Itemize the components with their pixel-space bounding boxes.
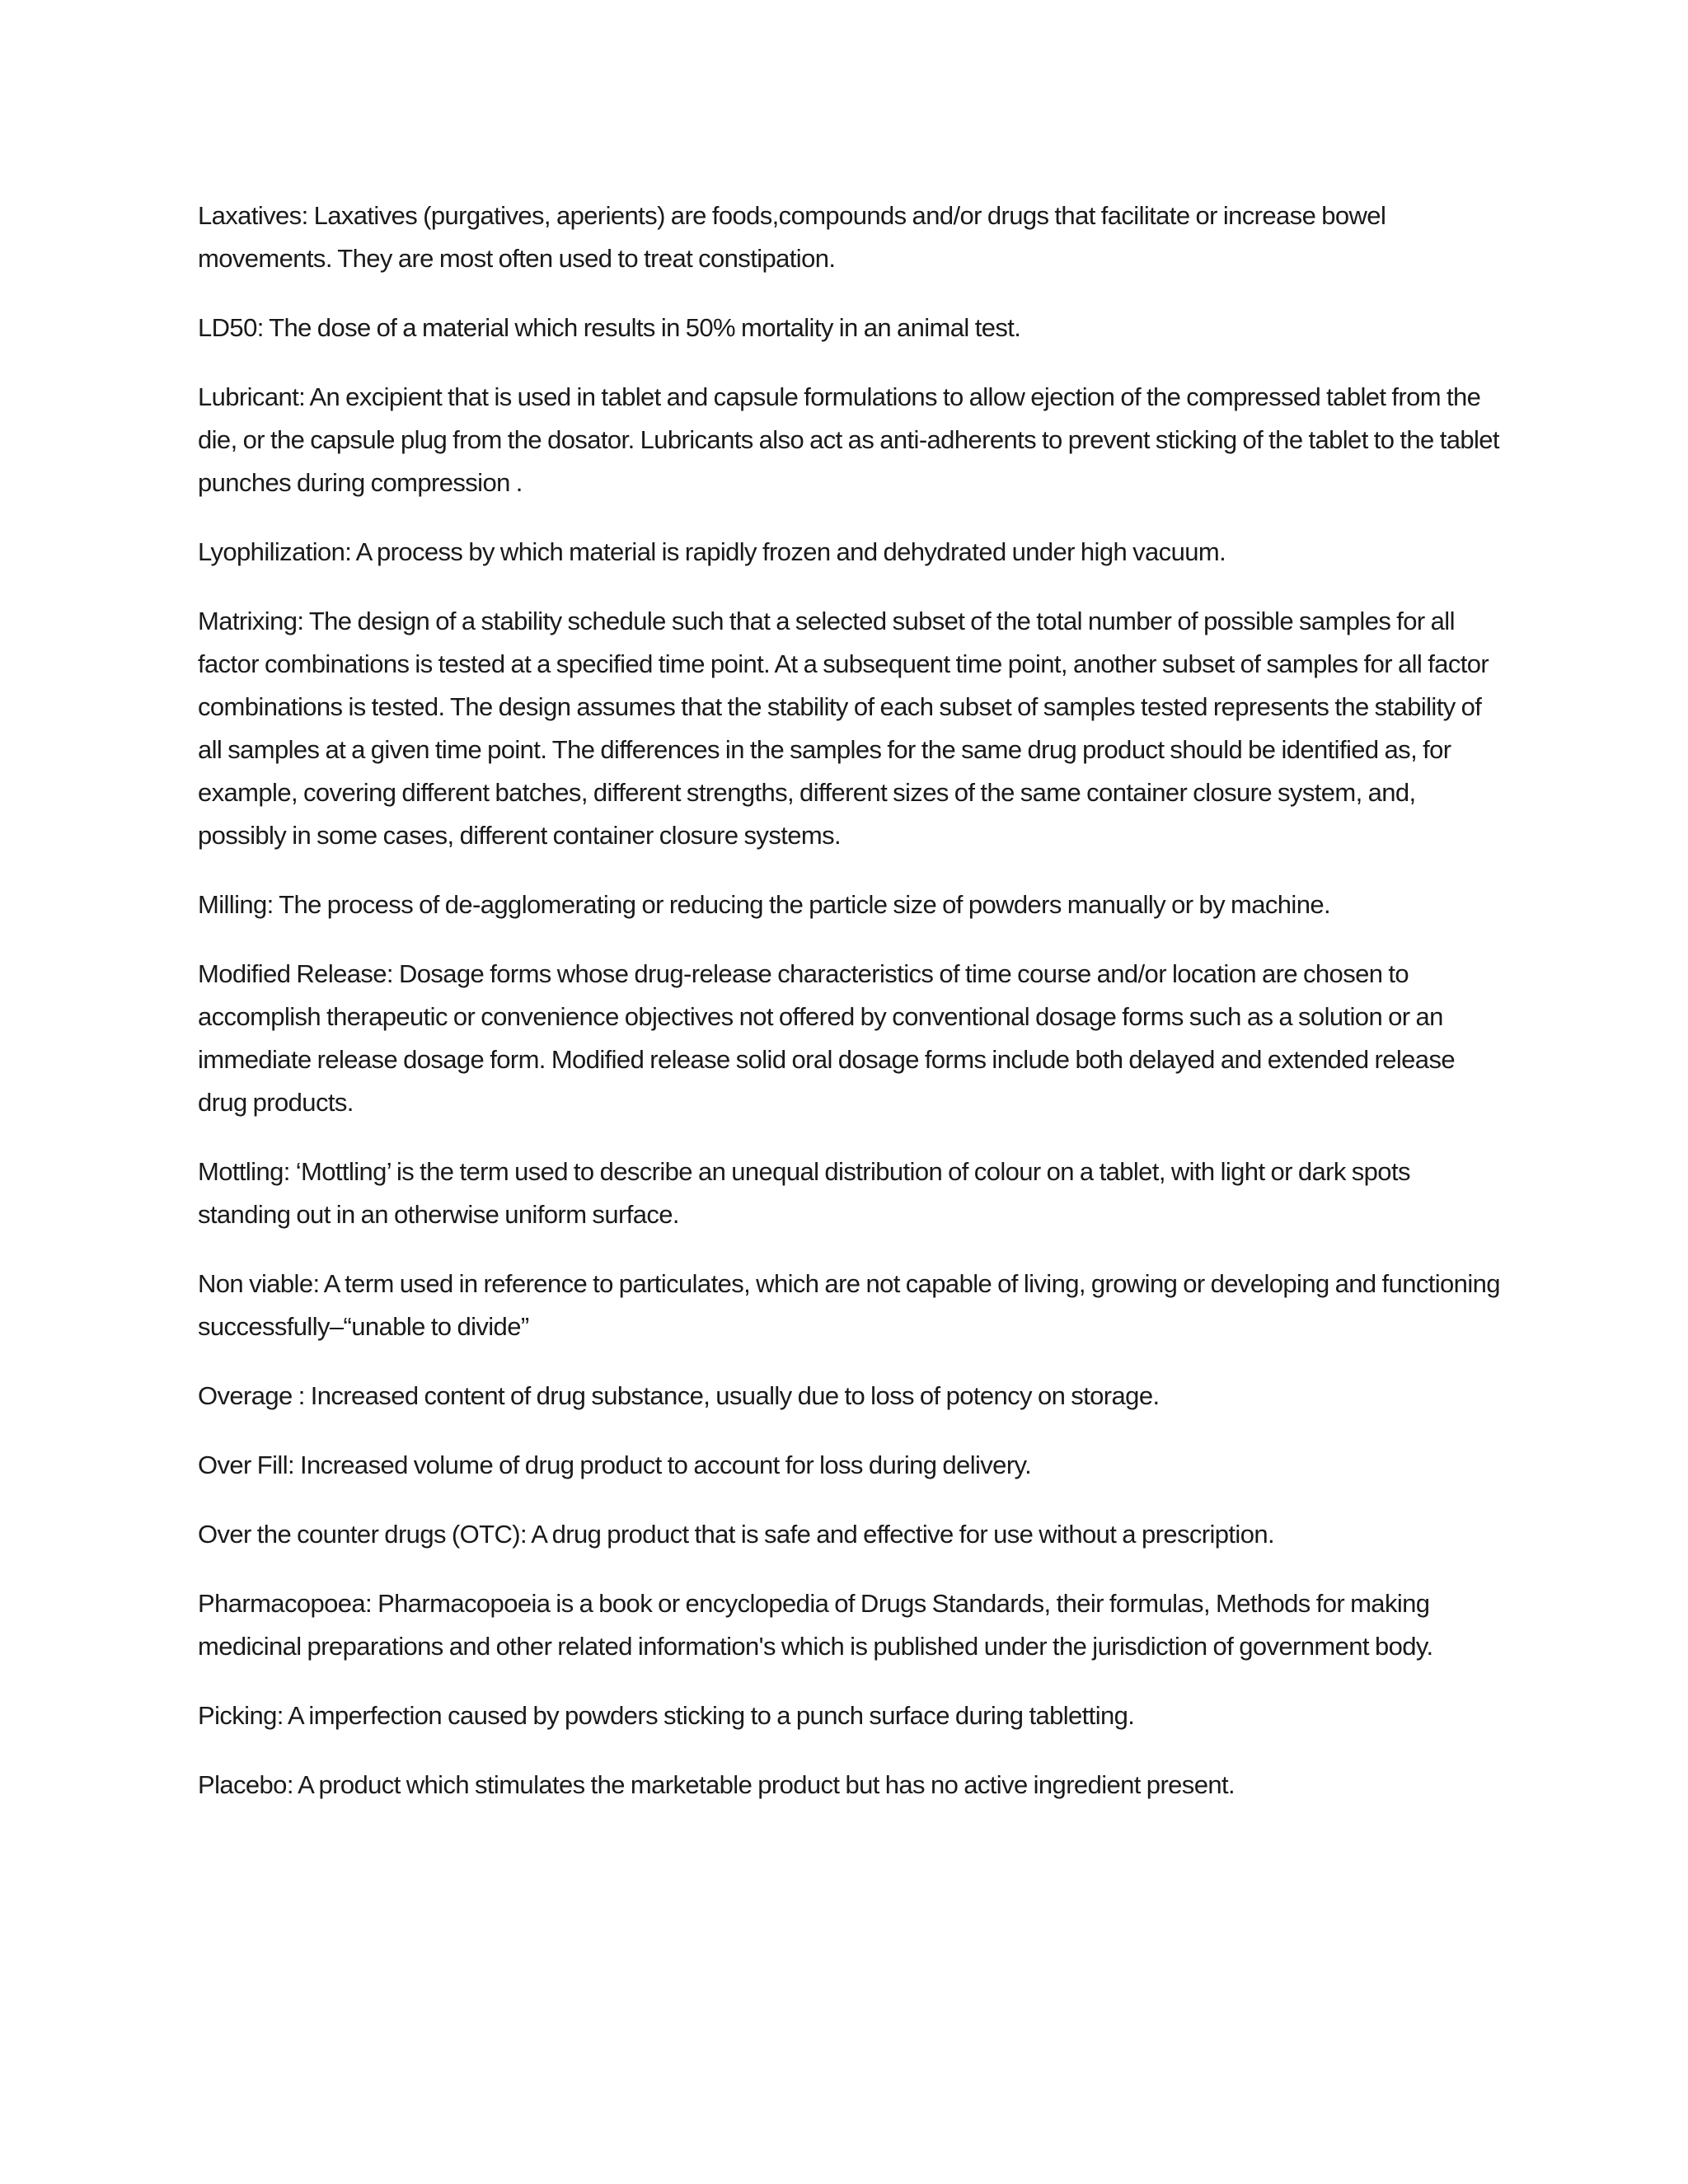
glossary-entry-non-viable: Non viable: A term used in reference to particulates, which are not capable of living, growing or developing and functioning successfully–“unable to divide” [198, 1269, 1500, 1341]
glossary-entry-mottling: Mottling: ‘Mottling’ is the term used to describe an unequal distribution of colour on a tablet, with light or dark spots standing out in an otherwise uniform surface. [198, 1157, 1410, 1229]
glossary-entry-modified-release: Modified Release: Dosage forms whose drug-release characteristics of time course and/or location are chosen to accomplish therapeutic or convenience objectives not offered by conventional dosage forms such as a solution or an immediate release dosage form. Modified release solid oral dosage forms include both delayed and extended release drug products. [198, 959, 1455, 1117]
glossary-entry-lubricant: Lubricant: An excipient that is used in tablet and capsule formulations to allow ejection of the compressed tablet from the die, or the capsule plug from the dosator. Lubricants also act as anti-adherents to prevent sticking of the tablet to the tablet punches during compression . [198, 382, 1499, 497]
glossary-entry-matrixing: Matrixing: The design of a stability schedule such that a selected subset of the total number of possible samples for all factor combinations is tested at a specified time point. At a subsequent time point, another subset of samples for all factor combinations is tested. The design assumes that the stability of each subset of samples tested represents the stability of all samples at a given time point. The differences in the samples for the same drug product should be identified as, for example, covering different batches, different strengths, different sizes of the same container closure system, and, possibly in some cases, different container closure systems. [198, 607, 1489, 850]
glossary-entry-picking: Picking: A imperfection caused by powders sticking to a punch surface during tabletting. [198, 1701, 1135, 1730]
glossary-body [198, 194, 1500, 1833]
glossary-entry-ld50: LD50: The dose of a material which results in 50% mortality in an animal test. [198, 313, 1021, 342]
glossary-entry-overage: Overage : Increased content of drug substance, usually due to loss of potency on storage. [198, 1381, 1160, 1410]
glossary-entry-placebo: Placebo: A product which stimulates the marketable product but has no active ingredient present. [198, 1770, 1236, 1799]
glossary-entry-otc: Over the counter drugs (OTC): A drug product that is safe and effective for use without a prescription. [198, 1520, 1274, 1549]
glossary-entry-pharmacopoea: Pharmacopoea: Pharmacopoeia is a book or encyclopedia of Drugs Standards, their formulas, Methods for making medicinal preparations and other related information's which is published under the jurisdiction of government body. [198, 1589, 1433, 1661]
glossary-entry-laxatives: Laxatives: Laxatives (purgatives, aperients) are foods,compounds and/or drugs that facilitate or increase bowel movements. They are most often used to treat constipation. [198, 201, 1386, 273]
glossary-entry-lyophilization: Lyophilization: A process by which material is rapidly frozen and dehydrated under high vacuum. [198, 537, 1226, 566]
glossary-entry-milling: Milling: The process of de-agglomerating or reducing the particle size of powders manually or by machine. [198, 890, 1330, 919]
glossary-entry-over-fill: Over Fill: Increased volume of drug product to account for loss during delivery. [198, 1451, 1032, 1479]
